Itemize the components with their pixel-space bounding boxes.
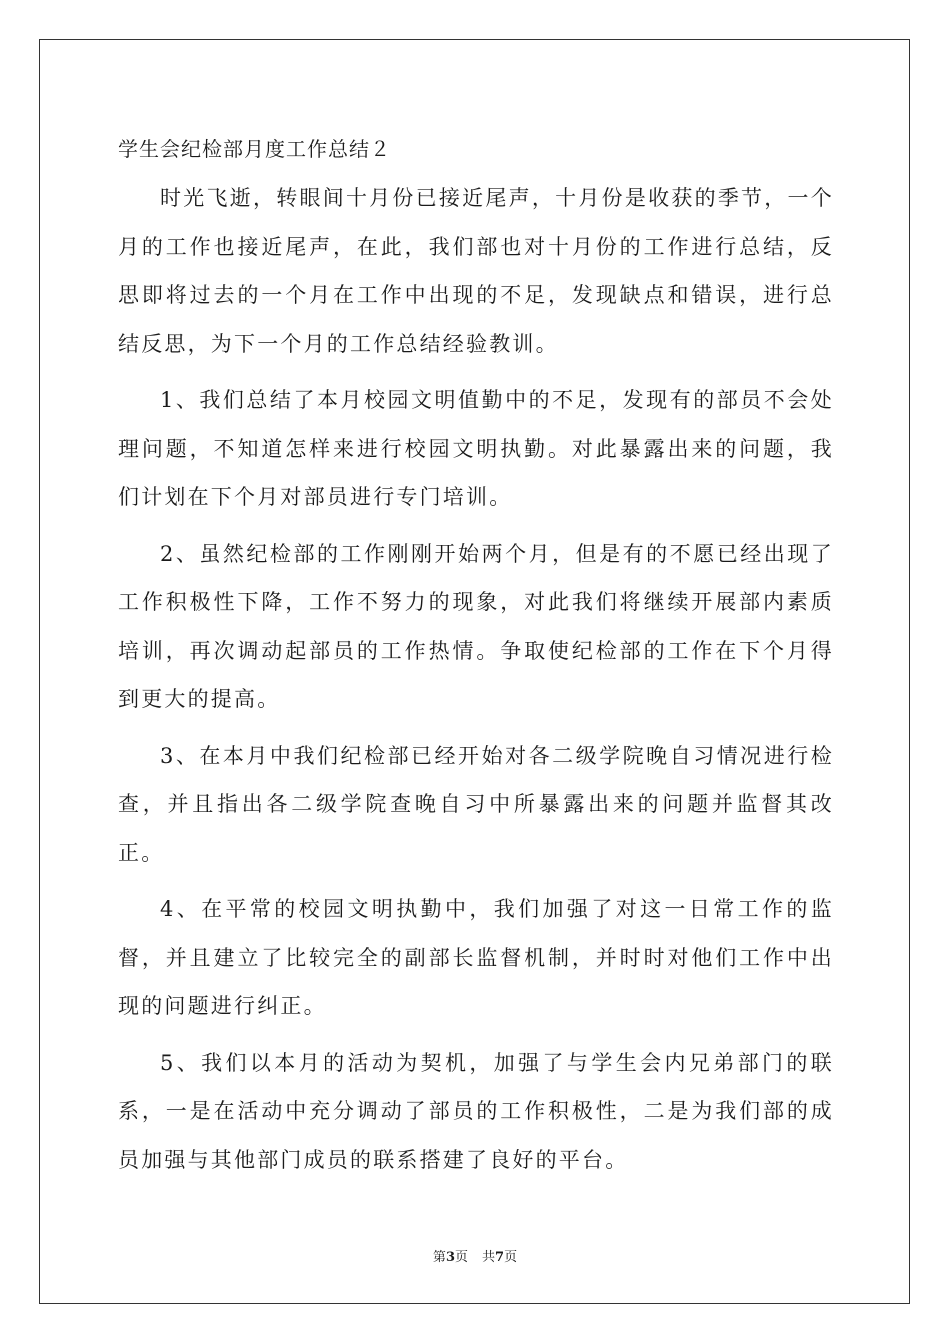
paragraph-intro: 时光飞逝，转眼间十月份已接近尾声，十月份是收获的季节，一个月的工作也接近尾声，在此，我们部也对十月份的工作进行总结，反思即将过去的一个月在工作中出现的不足，发现缺点和错误，进行总结反思，为下一个月的工作总结经验教训。	[118, 186, 834, 356]
paragraph-item-3: 3、在本月中我们纪检部已经开始对各二级学院晚自习情况进行检查，并且指出各二级学院查晚自习中所暴露出来的问题并监督其改正。	[118, 743, 834, 865]
page-total-prefix: 共	[482, 1250, 496, 1265]
document-body	[118, 130, 834, 1192]
paragraph-item-5: 5、我们以本月的活动为契机，加强了与学生会内兄弟部门的联系，一是在活动中充分调动了部员的工作积极性，二是为我们部的成员加强与其他部门成员的联系搭建了良好的平台。	[118, 1050, 834, 1172]
page-number-prefix: 第	[432, 1250, 446, 1265]
page-number-suffix: 页	[454, 1250, 468, 1265]
page-total-suffix: 页	[504, 1250, 518, 1265]
paragraph-item-1: 1、我们总结了本月校园文明值勤中的不足，发现有的部员不会处理问题，不知道怎样来进行校园文明执勤。对此暴露出来的问题，我们计划在下个月对部员进行专门培训。	[118, 388, 834, 509]
paragraph-item-2: 2、虽然纪检部的工作刚刚开始两个月，但是有的不愿已经出现了工作积极性下降，工作不努力的现象，对此我们将继续开展部内素质培训，再次调动起部员的工作热情。争取使纪检部的工作在下个月得到更大的提高。	[118, 541, 834, 711]
document-title: 学生会纪检部月度工作总结２	[118, 137, 391, 161]
page-number-current: 3	[445, 1250, 455, 1265]
paragraph-item-4: 4、在平常的校园文明执勤中，我们加强了对这一日常工作的监督，并且建立了比较完全的副部长监督机制，并时时对他们工作中出现的问题进行纠正。	[118, 897, 834, 1018]
page-number-total: 7	[495, 1250, 505, 1265]
page-footer	[0, 1249, 950, 1267]
